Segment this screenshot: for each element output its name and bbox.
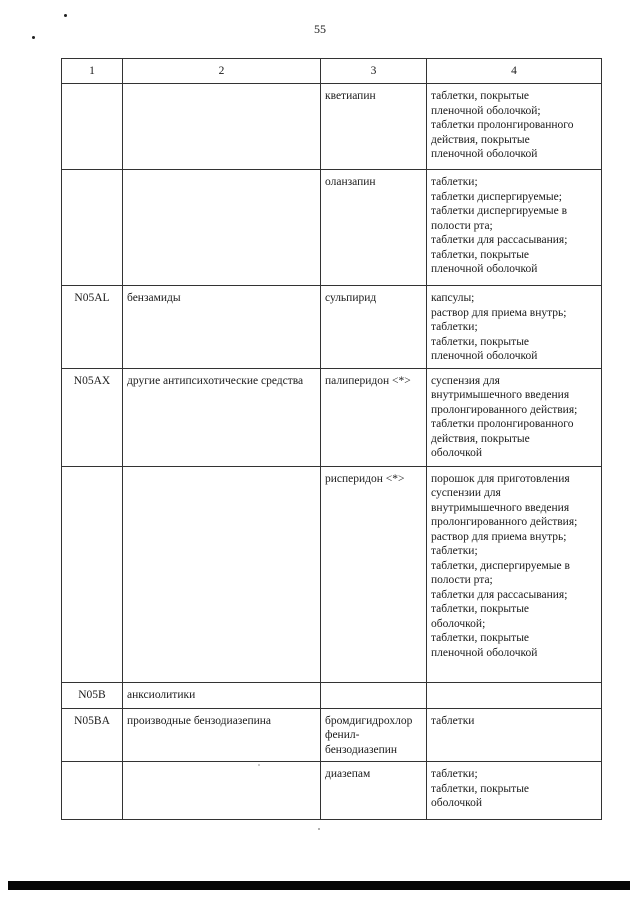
atc-code-cell: [62, 762, 123, 820]
column-header: 4: [427, 59, 602, 84]
dosage-form: таблетки, покрытые: [431, 90, 530, 102]
dosage-form: пленочной оболочкой: [431, 148, 538, 160]
dosage-form: раствор для приема внутрь;: [431, 530, 567, 543]
drug-cell: сульпирид: [321, 286, 427, 369]
dosage-form: таблетки диспергируемые;: [431, 190, 562, 203]
group-cell: [123, 466, 321, 682]
dosage-form: порошок для приготовления: [431, 472, 570, 485]
scan-edge-bar: [8, 881, 630, 890]
dosage-form: пролонгированного действия;: [431, 403, 578, 416]
group-cell: другие антипсихотические средства: [123, 368, 321, 466]
dosage-forms-cell: [427, 84, 602, 170]
atc-code-cell: N05AX: [62, 368, 123, 466]
dosage-form: раствор для приема внутрь;: [431, 306, 567, 319]
table-row: [62, 84, 602, 170]
dosage-form: суспензии для: [431, 487, 501, 499]
atc-code-cell: [62, 170, 123, 286]
dosage-form: внутримышечного введения: [431, 501, 570, 514]
atc-code-cell: N05AL: [62, 286, 123, 369]
column-header: 3: [321, 59, 427, 84]
dosage-form: таблетки пролонгированного: [431, 418, 574, 430]
drug-cell: бромдигидрохлор фенил-бензодиазепин: [321, 708, 427, 762]
table-row: [62, 368, 602, 466]
dosage-form: действия, покрытые: [431, 432, 530, 445]
table-row: [62, 762, 602, 820]
drug-cell: оланзапин: [321, 170, 427, 286]
dosage-form: таблетки, покрытые: [431, 632, 530, 644]
dosage-forms-cell: [427, 682, 602, 708]
dosage-forms-cell: [427, 762, 602, 820]
group-cell: производные бензодиазепина: [123, 708, 321, 762]
group-cell: [123, 762, 321, 820]
dosage-form: таблетки;: [431, 545, 478, 557]
drug-cell: рисперидон <*>: [321, 466, 427, 682]
dosage-form: полости рта;: [431, 219, 493, 232]
atc-code-cell: [62, 84, 123, 170]
dosage-form: таблетки;: [431, 768, 478, 780]
dosage-form: таблетки для рассасывания;: [431, 588, 568, 601]
dosage-form: пленочной оболочкой: [431, 263, 538, 275]
dosage-form: таблетки диспергируемые в: [431, 205, 568, 217]
column-header: 1: [62, 59, 123, 84]
scan-speck: [32, 36, 35, 39]
scan-speck: [318, 828, 320, 830]
dosage-form: таблетки, покрытые: [431, 782, 530, 795]
dosage-form: таблетки для рассасывания;: [431, 234, 568, 246]
table-row: [62, 170, 602, 286]
dosage-form: таблетки: [431, 714, 475, 727]
atc-code-cell: [62, 466, 123, 682]
drug-cell: кветиапин: [321, 84, 427, 170]
dosage-form: действия, покрытые: [431, 133, 530, 146]
dosage-form: пролонгированного действия;: [431, 516, 578, 528]
group-cell: бензамиды: [123, 286, 321, 369]
table-row: [62, 286, 602, 369]
drug-cell: [321, 682, 427, 708]
column-header: 2: [123, 59, 321, 84]
dosage-forms-cell: [427, 708, 602, 762]
table-row: [62, 682, 602, 708]
table-row: [62, 466, 602, 682]
dosage-form: пленочной оболочкой;: [431, 104, 541, 117]
atc-code-cell: N05BA: [62, 708, 123, 762]
dosage-forms-cell: [427, 368, 602, 466]
dosage-form: оболочкой: [431, 447, 483, 459]
dosage-forms-cell: [427, 170, 602, 286]
scan-speck: [64, 14, 67, 17]
header-row: [62, 59, 602, 84]
dosage-form: оболочкой;: [431, 617, 486, 630]
dosage-form: капсулы;: [431, 292, 475, 304]
dosage-form: пленочной оболочкой: [431, 646, 538, 659]
dosage-form: таблетки, покрытые: [431, 603, 530, 615]
drug-table: [61, 58, 602, 820]
dosage-form: таблетки пролонгированного: [431, 119, 574, 131]
dosage-form: таблетки, покрытые: [431, 248, 530, 261]
dosage-forms-cell: [427, 466, 602, 682]
atc-code-cell: N05B: [62, 682, 123, 708]
drug-cell: диазепам: [321, 762, 427, 820]
dosage-form: таблетки, покрытые: [431, 335, 530, 348]
dosage-forms-cell: [427, 286, 602, 369]
drug-cell: палиперидон <*>: [321, 368, 427, 466]
page-number: 55: [314, 22, 326, 36]
dosage-form: пленочной оболочкой: [431, 350, 538, 362]
group-cell: [123, 170, 321, 286]
dosage-form: оболочкой: [431, 797, 483, 809]
dosage-form: полости рта;: [431, 574, 493, 586]
dosage-form: таблетки;: [431, 321, 478, 333]
dosage-form: суспензия для: [431, 374, 500, 387]
dosage-form: внутримышечного введения: [431, 389, 570, 401]
dosage-form: таблетки, диспергируемые в: [431, 559, 570, 572]
table-row: [62, 708, 602, 762]
group-cell: [123, 84, 321, 170]
dosage-form: таблетки;: [431, 176, 478, 188]
group-cell: анксиолитики: [123, 682, 321, 708]
